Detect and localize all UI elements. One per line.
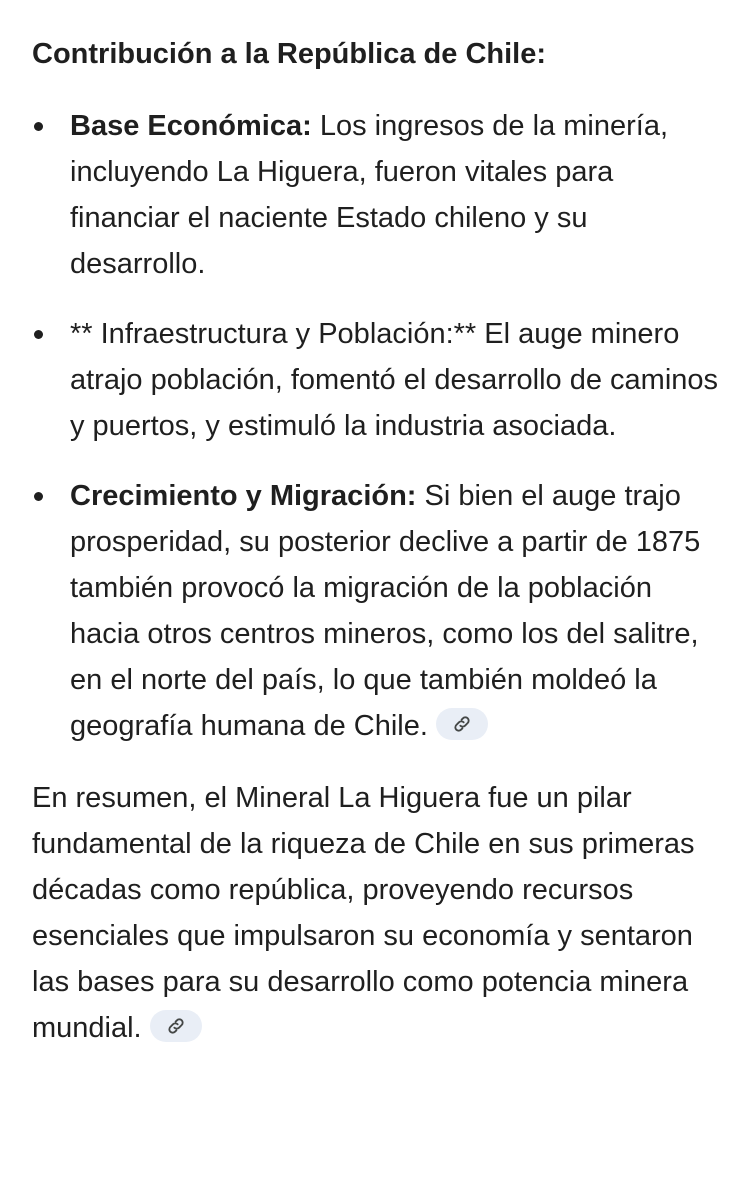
link-icon <box>452 714 472 734</box>
source-link-chip[interactable] <box>436 708 488 740</box>
bullet-list <box>32 103 720 749</box>
bullet-text: ** Infraestructura y Población:** El auge minero atrajo población, fomentó el desarrollo de caminos y puertos, y estimuló la industria asociada. <box>70 318 719 442</box>
link-icon <box>166 1016 186 1036</box>
bullet-bold-label: Crecimiento y Migración: <box>70 480 417 512</box>
section-heading: Contribución a la República de Chile: <box>32 38 546 70</box>
bullet-bold-label: Base Económica: <box>70 110 312 142</box>
bullet-item-base-economica <box>32 103 720 287</box>
summary-paragraph <box>32 775 720 1051</box>
bullet-item-infraestructura <box>32 311 720 449</box>
bullet-dot <box>34 492 43 501</box>
source-link-chip[interactable] <box>150 1010 202 1042</box>
bullet-dot <box>34 122 43 131</box>
summary-text: En resumen, el Mineral La Higuera fue un pilar fundamental de la riqueza de Chile en sus primeras décadas como república, proveyendo recursos esenciales que impulsaron su economía y sentaron las bases para su desarrollo como potencia minera mundial. <box>32 782 695 1044</box>
bullet-item-crecimiento <box>32 473 720 749</box>
bullet-dot <box>34 330 43 339</box>
bullet-text: Si bien el auge trajo prosperidad, su posterior declive a partir de 1875 también provocó la migración de la población hacia otros centros mineros, como los del salitre, en el norte del país, lo que también moldeó la geografía humana de Chile. <box>70 480 701 742</box>
bullet-text: Los ingresos de la minería, incluyendo La Higuera, fueron vitales para financiar el naciente Estado chileno y su desarrollo. <box>70 110 669 280</box>
